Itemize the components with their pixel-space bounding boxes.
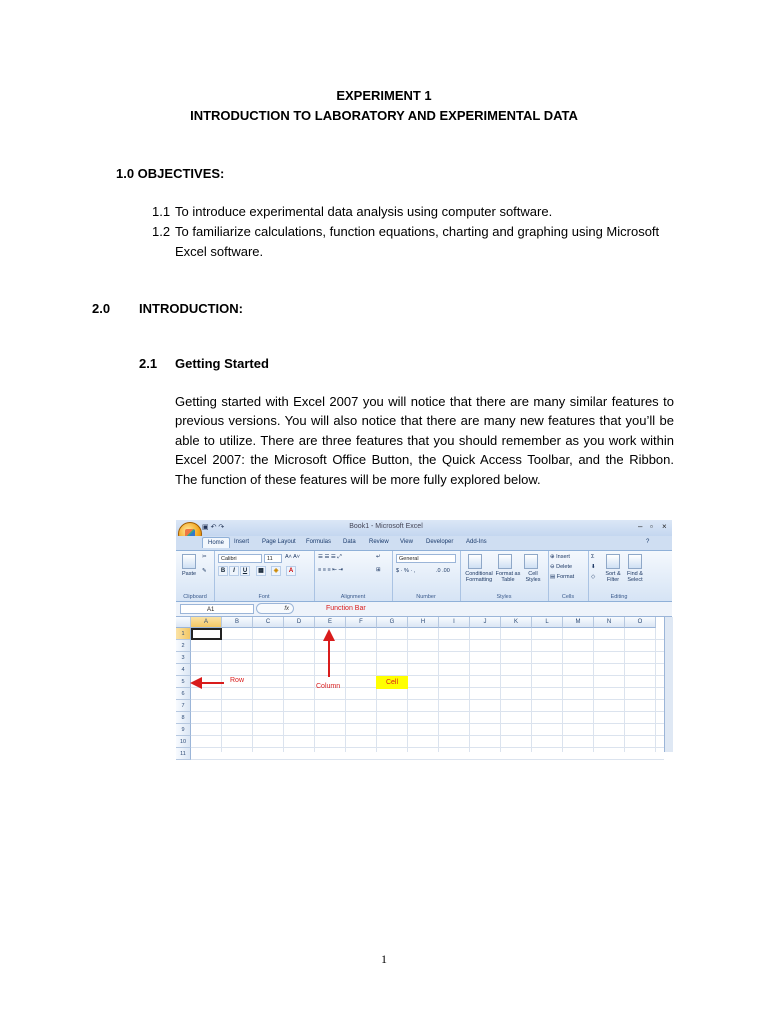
objective-2-number: 1.2 (152, 224, 171, 239)
column-header: A (191, 617, 222, 628)
objective-1-text: To introduce experimental data analysis using computer software. (175, 204, 553, 219)
row-header: 7 (176, 700, 191, 712)
document-subtitle: INTRODUCTION TO LABORATORY AND EXPERIMENTAL DATA (190, 108, 578, 123)
column-header: M (563, 617, 594, 628)
column-header: L (532, 617, 563, 628)
column-annotation: Column (316, 683, 341, 690)
intro-heading: INTRODUCTION: (139, 301, 243, 316)
tab-insert: Insert (234, 539, 250, 545)
intro-number: 2.0 (92, 301, 111, 316)
row-header: 2 (176, 640, 191, 652)
objectives-heading: 1.0 OBJECTIVES: (116, 166, 225, 181)
column-header: C (253, 617, 284, 628)
column-header: N (594, 617, 625, 628)
fx-icon: fx (256, 603, 294, 614)
fill-icon: ⬇ (591, 564, 596, 570)
decimal-icons: .0 .00 (436, 568, 450, 574)
row-header: 1 (176, 628, 191, 640)
row-header: 11 (176, 748, 191, 760)
minimize-icon: – (638, 522, 643, 531)
excel-window-title: Book1 - Microsoft Excel (349, 523, 423, 530)
column-header: D (284, 617, 315, 628)
row-header: 5 (176, 676, 191, 688)
grow-font-icon: A˄ A˅ (285, 554, 300, 560)
cell-styles-label: Cell Styles (525, 571, 541, 583)
autosum-icon: Σ (591, 554, 595, 560)
intro-paragraph: Getting started with Excel 2007 you will notice that there are many similar features to previous versions. You will also notice that there are many new features that you’ll be able to utilize. There are three features that you should remember as you work within Excel 2007: the Microsoft Office Button, the Quick Access Toolbar, and the Ribbon. The function of these features will be more fully explored below. (175, 394, 674, 487)
cell-annotation: Cell (376, 676, 408, 689)
clear-icon: ◇ (591, 574, 596, 580)
page-number: 1 (381, 952, 387, 966)
format-cells-button: ▤ Format (550, 574, 575, 580)
underline-icon: U (240, 566, 250, 576)
format-painter-icon: ✎ (202, 568, 207, 574)
number-format-box: General (396, 554, 456, 563)
annotation-arrows (176, 520, 672, 752)
tab-home: Home (202, 537, 230, 548)
subsection-heading: Getting Started (175, 356, 269, 371)
column-header: J (470, 617, 501, 628)
name-box: A1 (180, 604, 254, 614)
group-label-font: Font (258, 594, 270, 600)
help-icon: ? (646, 539, 650, 545)
column-header: I (439, 617, 470, 628)
group-label-cells: Cells (561, 594, 575, 600)
conditional-formatting-label: Conditional Formatting (465, 571, 493, 583)
undo-icon: ↶ (210, 524, 217, 531)
font-size-box: 11 (264, 554, 282, 563)
objective-2-text-cont: Excel software. (175, 244, 264, 259)
tab-view: View (400, 539, 413, 545)
borders-icon: ▦ (256, 566, 266, 576)
column-header: B (222, 617, 253, 628)
row-header: 4 (176, 664, 191, 676)
currency-percent-icons: $ · % · , (396, 568, 416, 574)
subsection-number: 2.1 (139, 356, 158, 371)
cut-icon: ✂ (202, 554, 207, 560)
close-icon: × (662, 522, 667, 531)
column-header: F (346, 617, 377, 628)
merge-center-icon: ⊞ (376, 567, 381, 573)
objective-2-text: To familiarize calculations, function equations, charting and graphing using Microsoft (175, 224, 660, 239)
excel-screenshot (176, 520, 672, 757)
row-header: 6 (176, 688, 191, 700)
document-title: EXPERIMENT 1 (336, 88, 432, 103)
group-label-alignment: Alignment (340, 594, 366, 600)
tab-add-ins: Add-Ins (466, 539, 487, 545)
column-header: K (501, 617, 532, 628)
column-header: E (315, 617, 346, 628)
delete-cells-button: ⊖ Delete (550, 564, 573, 570)
objective-1-number: 1.1 (152, 204, 171, 219)
group-label-styles: Styles (496, 594, 512, 600)
tab-page-layout: Page Layout (262, 539, 296, 545)
row-header: 8 (176, 712, 191, 724)
row-header: 3 (176, 652, 191, 664)
tab-data: Data (343, 539, 356, 545)
font-name-box: Calibri (218, 554, 262, 563)
horizontal-align-icons: ≡ ≡ ≡ ⇤ ⇥ (318, 567, 343, 573)
column-header: O (625, 617, 656, 628)
save-icon: ▣ (202, 524, 209, 531)
find-select-label: Find & Select (627, 571, 643, 583)
row-annotation: Row (230, 677, 245, 684)
wrap-text-icon: ↵ (376, 554, 381, 560)
row-header: 9 (176, 724, 191, 736)
group-label-number: Number (416, 594, 436, 600)
tab-formulas: Formulas (306, 539, 332, 545)
italic-icon: I (229, 566, 239, 576)
group-label-editing: Editing (610, 594, 628, 600)
column-header: H (408, 617, 439, 628)
grid-line (191, 759, 664, 760)
paste-label: Paste (182, 571, 197, 577)
sort-filter-label: Sort & Filter (605, 571, 621, 583)
restore-icon: ▫ (650, 522, 653, 531)
tab-review: Review (369, 539, 389, 545)
fill-color-icon: ◈ (271, 566, 281, 576)
group-label-clipboard: Clipboard (183, 594, 207, 600)
tab-developer: Developer (426, 539, 454, 545)
column-header: G (377, 617, 408, 628)
vertical-align-icons: ☰ ☰ ☰ ⤢ (318, 554, 342, 560)
bold-icon: B (218, 566, 228, 576)
row-header: 10 (176, 736, 191, 748)
function-bar-annotation: Function Bar (326, 605, 366, 612)
insert-cells-button: ⊕ Insert (550, 554, 570, 560)
font-color-icon: A (286, 566, 296, 576)
redo-icon: ↷ (218, 524, 225, 531)
format-as-table-label: Format as Table (495, 571, 521, 583)
